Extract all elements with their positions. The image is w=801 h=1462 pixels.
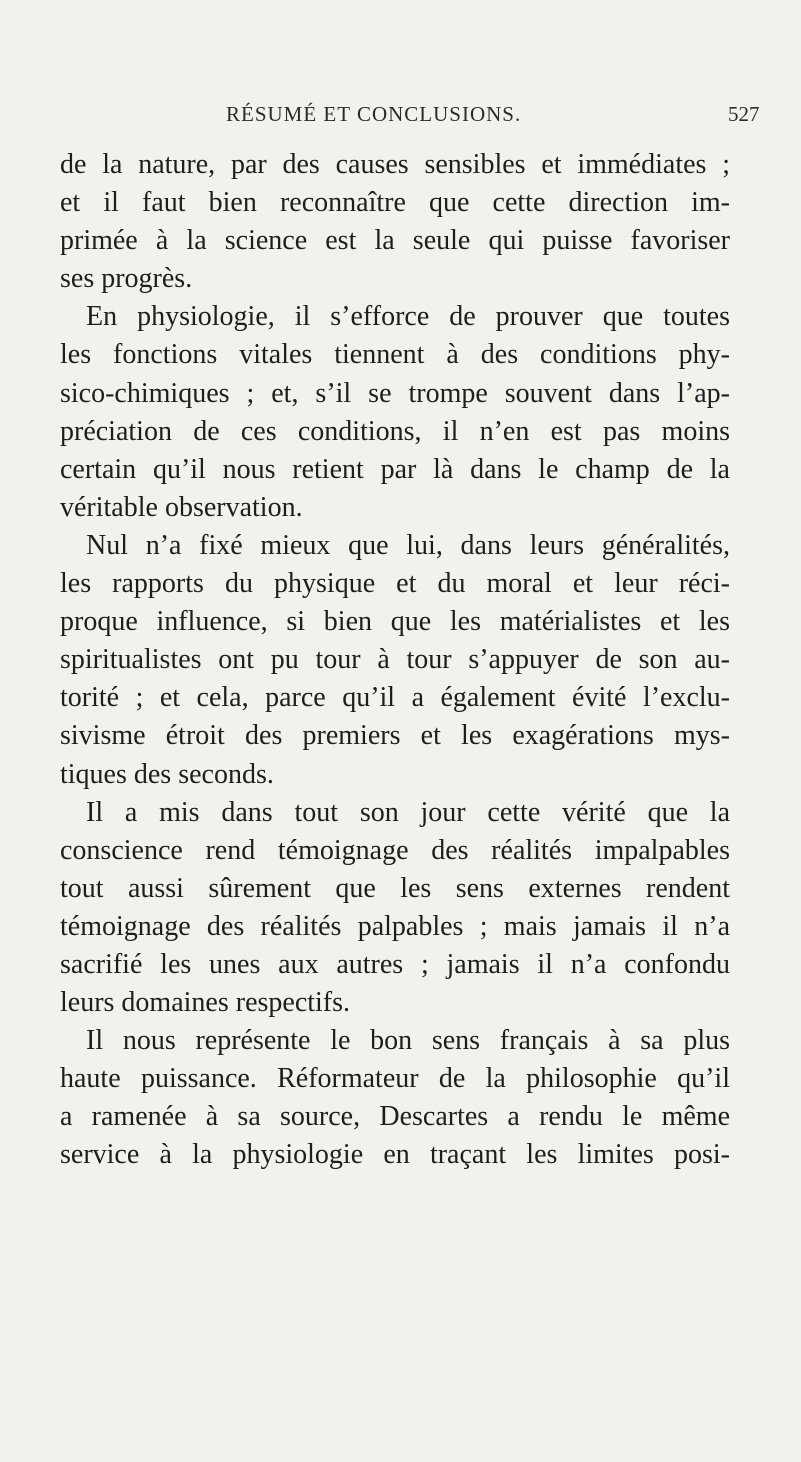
running-head: RÉSUMÉ ET CONCLUSIONS. <box>226 102 522 126</box>
page-number: 527 <box>728 102 760 126</box>
text-line: les rapports du physique et du moral et leur réci- <box>60 568 730 600</box>
text-line: haute puissance. Réformateur de la philosophie qu’il <box>60 1063 730 1095</box>
text-line: sivisme étroit des premiers et les exagérations mys- <box>60 720 730 752</box>
text-line: sacrifié les unes aux autres ; jamais il n’a confondu <box>60 948 730 980</box>
text-line: de la nature, par des causes sensibles et immédiates ; <box>60 149 730 180</box>
text-line: primée à la science est la seule qui puisse favoriser <box>60 225 730 257</box>
text-line: tout aussi sûrement que les sens externes rendent <box>60 872 730 904</box>
text-line: sico-chimiques ; et, s’il se trompe souvent dans l’ap- <box>60 377 730 409</box>
text-line: spiritualistes ont pu tour à tour s’appuyer de son au- <box>60 644 730 676</box>
text-line: et il faut bien reconnaître que cette direction im- <box>60 187 730 219</box>
text-line: certain qu’il nous retient par là dans le champ de la <box>60 453 730 485</box>
text-line: tiques des seconds. <box>60 758 274 790</box>
text-line: Nul n’a fixé mieux que lui, dans leurs généralités, <box>86 529 730 561</box>
text-line: torité ; et cela, parce qu’il a également évité l’exclu- <box>60 682 730 714</box>
text-line: proque influence, si bien que les matérialistes et les <box>60 606 730 638</box>
text-line: leurs domaines respectifs. <box>60 987 351 1019</box>
body-text <box>60 146 730 1175</box>
text-line: Il a mis dans tout son jour cette vérité que la <box>86 796 730 828</box>
text-line: service à la physiologie en traçant les limites posi- <box>60 1139 730 1171</box>
text-line: les fonctions vitales tiennent à des conditions phy- <box>60 339 730 371</box>
text-line: ses progrès. <box>60 263 193 295</box>
text-line: En physiologie, il s’efforce de prouver que toutes <box>86 301 730 333</box>
text-line: a ramenée à sa source, Descartes a rendu le même <box>60 1101 730 1133</box>
text-line: véritable observation. <box>60 491 303 523</box>
text-line: conscience rend témoignage des réalités impalpables <box>60 834 730 866</box>
text-line: préciation de ces conditions, il n’en est pas moins <box>60 415 730 447</box>
text-line: témoignage des réalités palpables ; mais jamais il n’a <box>60 910 730 942</box>
text-line: Il nous représente le bon sens français à sa plus <box>86 1025 730 1057</box>
